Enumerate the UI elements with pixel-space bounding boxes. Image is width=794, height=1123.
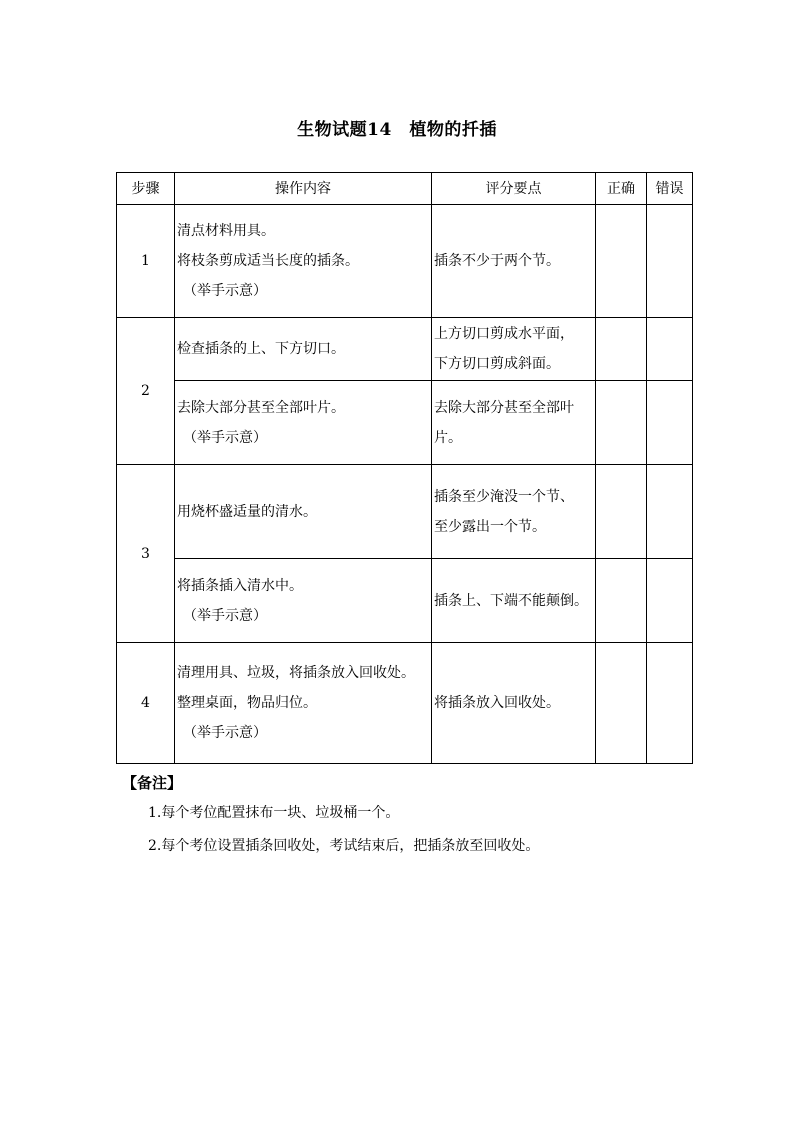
table-row-step3a xyxy=(117,465,693,559)
points-text: 上方切口剪成水平面， xyxy=(434,326,574,342)
points-cell: 插条上、下端不能颠倒。 xyxy=(432,559,596,643)
correct-cell xyxy=(596,381,647,465)
points-text: 片。 xyxy=(434,429,462,446)
wrong-cell xyxy=(647,381,693,465)
header-points: 评分要点 xyxy=(432,173,596,205)
operation-cell xyxy=(175,643,432,764)
correct-cell xyxy=(596,318,647,381)
step-number: 2 xyxy=(117,318,175,465)
note-item: 2.每个考位设置插条回收处，考试结束后，把插条放至回收处。 xyxy=(148,838,540,854)
note-item: 1.每个考位配置抹布一块、垃圾桶一个。 xyxy=(148,805,400,821)
operation-cell xyxy=(175,381,432,465)
operation-text: 清理用具、垃圾，将插条放入回收处。 xyxy=(177,665,415,681)
points-cell xyxy=(432,381,596,465)
operation-cell xyxy=(175,559,432,643)
points-text: 去除大部分甚至全部叶 xyxy=(434,399,574,416)
correct-cell xyxy=(596,465,647,559)
operation-note: （举手示意） xyxy=(183,429,267,446)
points-text: 至少露出一个节。 xyxy=(434,518,546,535)
table-row-step3b xyxy=(117,559,693,643)
wrong-cell xyxy=(647,318,693,381)
operation-cell: 检查插条的上、下方切口。 xyxy=(175,318,432,381)
points-cell xyxy=(432,465,596,559)
points-cell: 将插条放入回收处。 xyxy=(432,643,596,764)
wrong-cell xyxy=(647,643,693,764)
operation-cell xyxy=(175,205,432,318)
points-cell: 插条不少于两个节。 xyxy=(432,205,596,318)
notes-heading: 【备注】 xyxy=(122,774,183,792)
operation-text: 将枝条剪成适当长度的插条。 xyxy=(177,253,359,269)
header-wrong: 错误 xyxy=(647,173,693,205)
page-title: 生物试题14 植物的扦插 xyxy=(297,120,497,140)
scoring-table xyxy=(116,172,693,764)
header-correct: 正确 xyxy=(596,173,647,205)
step-number: 4 xyxy=(117,643,175,764)
operation-cell: 用烧杯盛适量的清水。 xyxy=(175,465,432,559)
points-text: 下方切口剪成斜面。 xyxy=(434,356,560,372)
operation-note: （举手示意） xyxy=(183,607,267,624)
table-row-step4 xyxy=(117,643,693,764)
table-row-step1 xyxy=(117,205,693,318)
wrong-cell xyxy=(647,465,693,559)
step-number: 3 xyxy=(117,465,175,643)
table-row-step2a xyxy=(117,318,693,381)
operation-note: （举手示意） xyxy=(183,725,267,741)
header-operation: 操作内容 xyxy=(175,173,432,205)
wrong-cell xyxy=(647,559,693,643)
correct-cell xyxy=(596,559,647,643)
operation-text: 整理桌面，物品归位。 xyxy=(177,695,317,711)
operation-text: 将插条插入清水中。 xyxy=(177,577,303,594)
table-row-step2b xyxy=(117,381,693,465)
operation-note: （举手示意） xyxy=(183,283,267,299)
points-cell xyxy=(432,318,596,381)
correct-cell xyxy=(596,205,647,318)
operation-text: 去除大部分甚至全部叶片。 xyxy=(177,399,345,416)
points-text: 插条至少淹没一个节、 xyxy=(434,488,574,505)
step-number: 1 xyxy=(117,205,175,318)
table-header-row xyxy=(117,173,693,205)
correct-cell xyxy=(596,643,647,764)
header-step: 步骤 xyxy=(117,173,175,205)
wrong-cell xyxy=(647,205,693,318)
operation-text: 清点材料用具。 xyxy=(177,223,275,239)
